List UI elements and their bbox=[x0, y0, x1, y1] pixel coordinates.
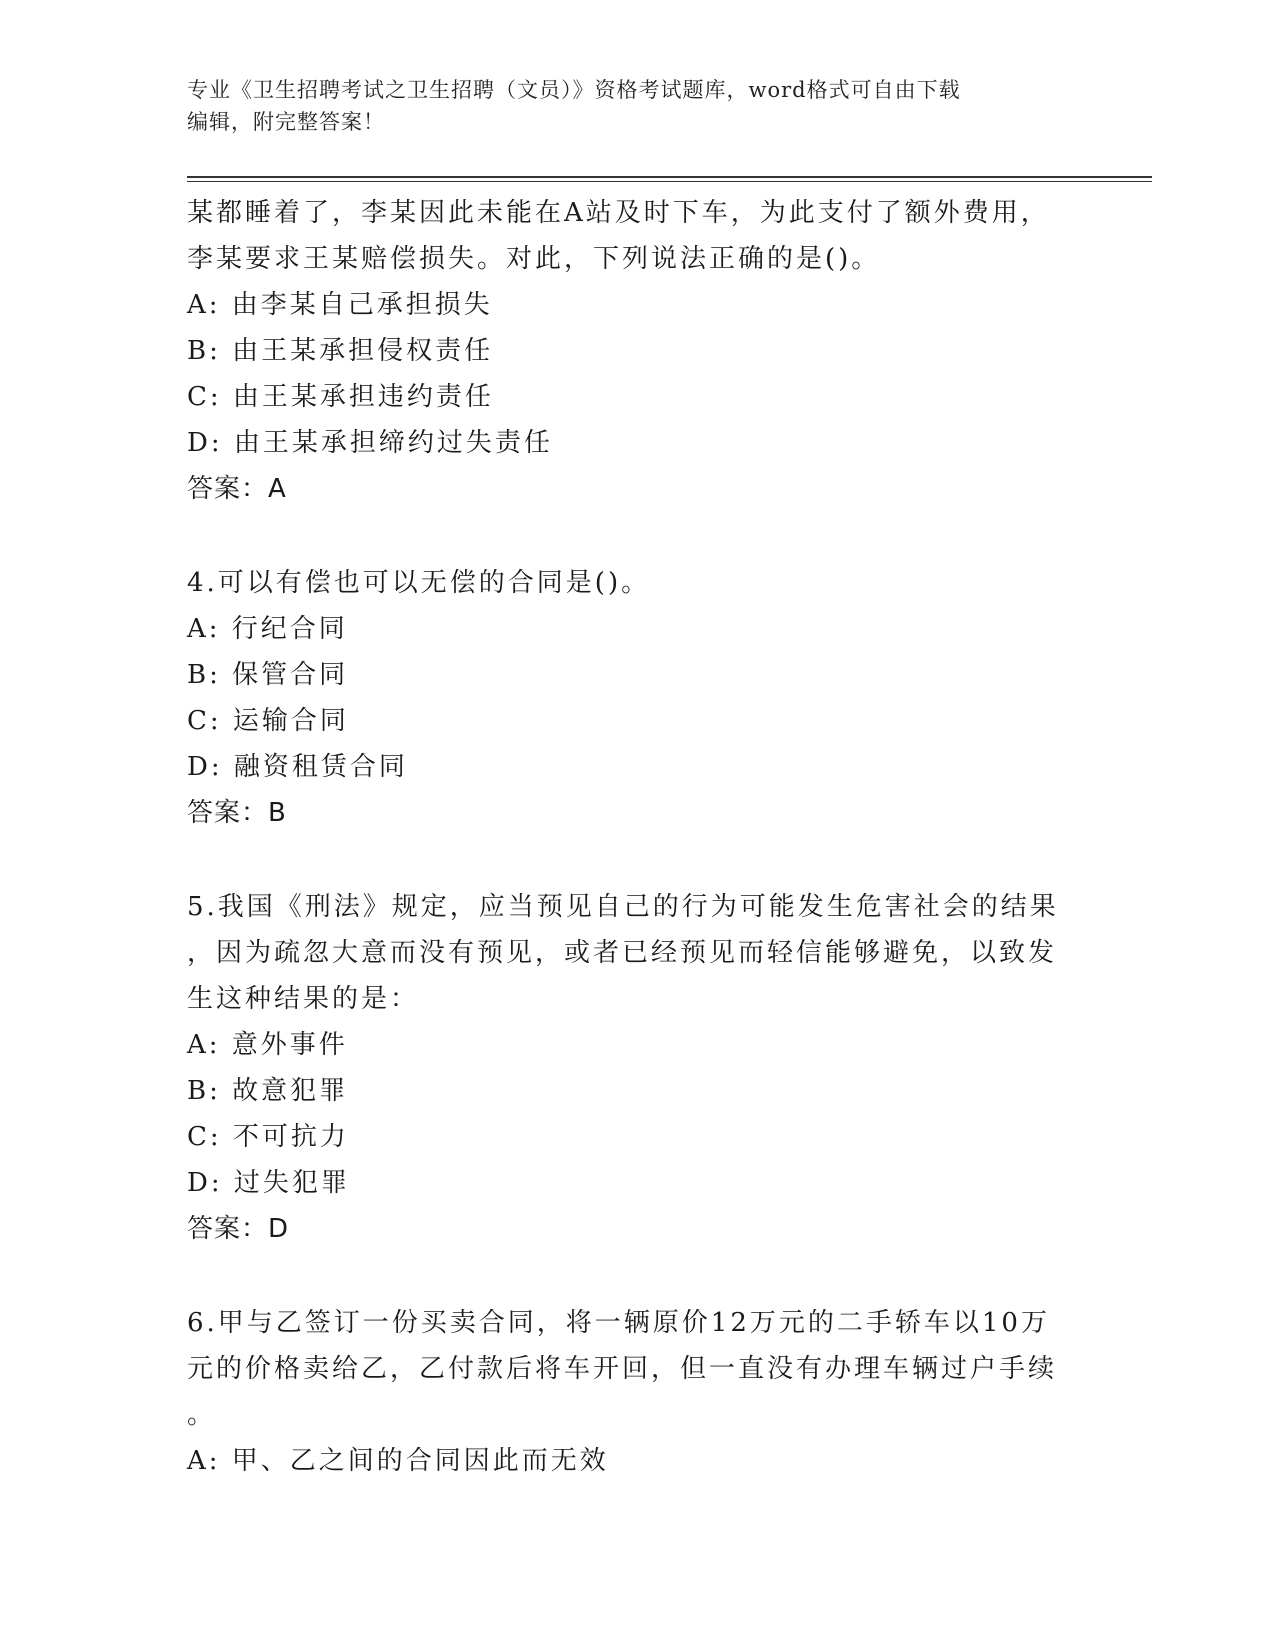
option-a: A: 行纪合同 bbox=[187, 614, 348, 644]
header-line-2: 编辑，附完整答案！ bbox=[187, 110, 385, 134]
spacer bbox=[187, 836, 1067, 884]
answer: 答案：A bbox=[187, 474, 287, 504]
option-a: A: 意外事件 bbox=[187, 1030, 348, 1060]
question-4 bbox=[187, 560, 1067, 836]
question-text: 。 bbox=[187, 1400, 217, 1430]
option-d: D: 由王某承担缔约过失责任 bbox=[187, 428, 553, 458]
option-a: A: 甲、乙之间的合同因此而无效 bbox=[187, 1446, 609, 1476]
option-d: D: 过失犯罪 bbox=[187, 1168, 350, 1198]
question-text: 4.可以有偿也可以无偿的合同是()。 bbox=[187, 568, 651, 598]
option-c: C: 由王某承担违约责任 bbox=[187, 382, 494, 412]
question-6 bbox=[187, 1300, 1067, 1484]
answer: 答案：D bbox=[187, 1214, 290, 1244]
page-header bbox=[187, 74, 1067, 138]
question-text: 李某要求王某赔偿损失。对此，下列说法正确的是()。 bbox=[187, 244, 881, 274]
option-c: C: 不可抗力 bbox=[187, 1122, 349, 1152]
question-text: 5.我国《刑法》规定，应当预见自己的行为可能发生危害社会的结果 bbox=[187, 892, 1059, 922]
option-b: B: 由王某承担侵权责任 bbox=[187, 336, 494, 366]
option-b: B: 故意犯罪 bbox=[187, 1076, 349, 1106]
header-divider bbox=[187, 176, 1152, 182]
question-text: 某都睡着了，李某因此未能在A站及时下车，为此支付了额外费用， bbox=[187, 198, 1050, 228]
option-a: A: 由李某自己承担损失 bbox=[187, 290, 493, 320]
option-c: C: 运输合同 bbox=[187, 706, 349, 736]
option-b: B: 保管合同 bbox=[187, 660, 349, 690]
spacer bbox=[187, 1252, 1067, 1300]
question-text: 6.甲与乙签订一份买卖合同，将一辆原价12万元的二手轿车以10万 bbox=[187, 1308, 1050, 1338]
header-line-1: 专业《卫生招聘考试之卫生招聘（文员）》资格考试题库，word格式可自由下载 bbox=[187, 78, 961, 102]
question-list bbox=[187, 190, 1067, 1484]
question-text: 元的价格卖给乙，乙付款后将车开回，但一直没有办理车辆过户手续 bbox=[187, 1354, 1058, 1384]
question-text: ，因为疏忽大意而没有预见，或者已经预见而轻信能够避免，以致发 bbox=[187, 938, 1058, 968]
question-5 bbox=[187, 884, 1067, 1252]
option-d: D: 融资租赁合同 bbox=[187, 752, 408, 782]
answer: 答案：B bbox=[187, 798, 287, 828]
question-3 bbox=[187, 190, 1067, 512]
question-text: 生这种结果的是： bbox=[187, 984, 420, 1014]
spacer bbox=[187, 512, 1067, 560]
